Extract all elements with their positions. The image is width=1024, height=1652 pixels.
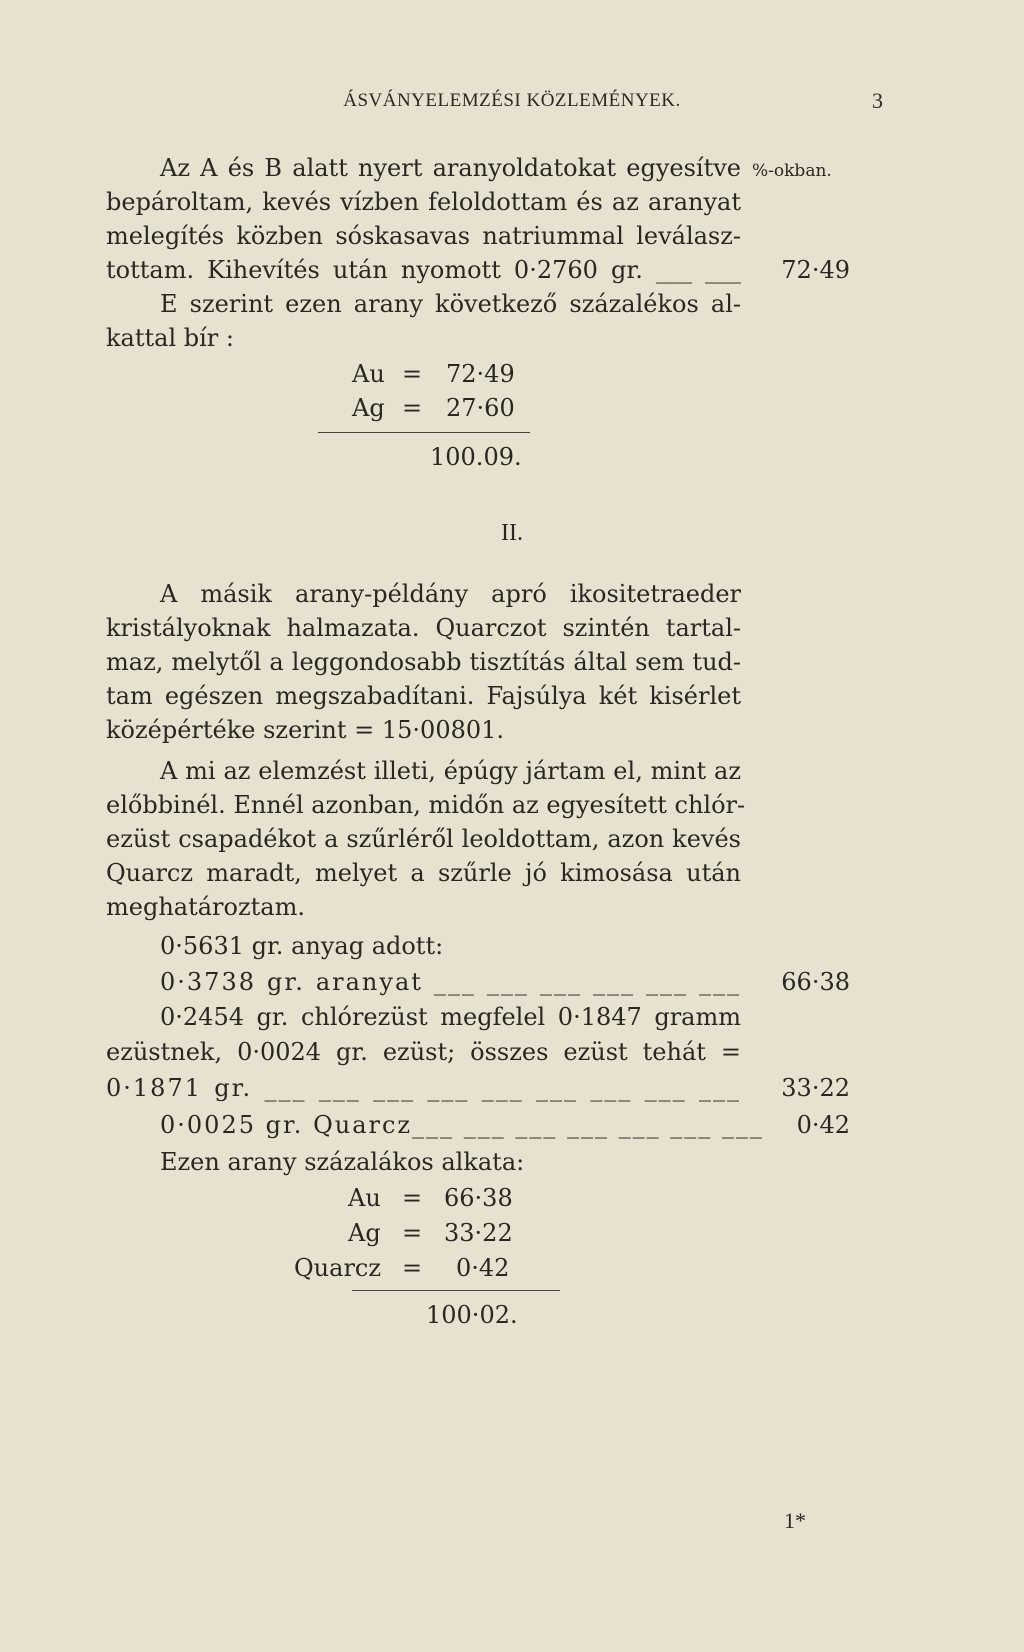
text-line: Az A és B alatt nyert aranyoldatokat egyesítve bbox=[160, 154, 741, 182]
composition-total: 100·02. bbox=[426, 1301, 518, 1329]
result-line: 0·0025 gr. Quarcz___ ___ ___ ___ ___ ___ ___ bbox=[160, 1111, 764, 1139]
section-title: II. bbox=[501, 520, 523, 546]
text-line: ezüst csapadékot a szűrléről leoldottam, azon kevés bbox=[106, 825, 741, 853]
text-line: maz, melytől a leggondosabb tisztítás által sem tud- bbox=[106, 648, 741, 676]
sum-rule bbox=[352, 1290, 560, 1291]
element-value: 72·49 bbox=[446, 360, 515, 388]
running-header: ÁSVÁNYELEMZÉSI KÖZLEMÉNYEK. bbox=[343, 90, 681, 111]
element-value: 33·22 bbox=[444, 1219, 513, 1247]
text-line: E szerint ezen arany következő százalékos al- bbox=[160, 290, 741, 318]
result-line: 0·5631 gr. anyag adott: bbox=[160, 932, 444, 960]
element-symbol: Quarcz bbox=[294, 1254, 381, 1282]
text-line: kattal bír : bbox=[106, 324, 234, 352]
text-line: tottam. Kihevítés után nyomott 0·2760 gr. ___ ___ bbox=[106, 256, 741, 284]
text-line: A mi az elemzést illeti, épúgy jártam el, mint az bbox=[160, 757, 741, 785]
result-line: 0·3738 gr. aranyat ___ ___ ___ ___ ___ ___ bbox=[160, 968, 741, 996]
signature-mark: 1* bbox=[784, 1508, 806, 1533]
text-line: Quarcz maradt, melyet a szűrle jó kimosása után bbox=[106, 859, 741, 887]
result-line: 0·1871 gr. ___ ___ ___ ___ ___ ___ ___ ___ ___ bbox=[106, 1074, 741, 1102]
gold-percent-value: 72·49 bbox=[781, 256, 850, 284]
text-line: középértéke szerint = 15·00801. bbox=[106, 716, 505, 744]
result-line: ezüstnek, 0·0024 gr. ezüst; összes ezüst tehát = bbox=[106, 1038, 741, 1066]
equals-sign: = bbox=[402, 394, 423, 422]
quartz-percent-value: 0·42 bbox=[796, 1111, 850, 1139]
element-value: 66·38 bbox=[444, 1184, 513, 1212]
element-value: 27·60 bbox=[446, 394, 515, 422]
composition-title: Ezen arany százalákos alkata: bbox=[160, 1148, 525, 1176]
equals-sign: = bbox=[402, 1219, 423, 1247]
equals-sign: = bbox=[402, 360, 423, 388]
page-number: 3 bbox=[872, 88, 883, 113]
gold-percent-value: 66·38 bbox=[781, 968, 850, 996]
element-symbol: Au bbox=[352, 360, 385, 388]
silver-percent-value: 33·22 bbox=[781, 1074, 850, 1102]
element-symbol: Ag bbox=[352, 394, 385, 422]
percent-column-header: %-okban. bbox=[752, 161, 832, 181]
result-line: 0·2454 gr. chlórezüst megfelel 0·1847 gramm bbox=[160, 1003, 741, 1031]
text-line: tam egészen megszabadítani. Fajsúlya két kisérlet bbox=[106, 682, 741, 710]
text-line: A másik arany-példány apró ikositetraeder bbox=[160, 580, 741, 608]
text-line: előbbinél. Ennél azonban, midőn az egyesített chlór- bbox=[106, 791, 746, 819]
text-line: melegítés közben sóskasavas natriummal leválasz- bbox=[106, 222, 741, 250]
text-line: meghatároztam. bbox=[106, 893, 305, 921]
element-symbol: Ag bbox=[348, 1219, 381, 1247]
element-value: 0·42 bbox=[456, 1254, 510, 1282]
sum-rule bbox=[318, 432, 530, 433]
text-line: bepároltam, kevés vízben feloldottam és az aranyat bbox=[106, 188, 741, 216]
text-line: kristályoknak halmazata. Quarczot szintén tartal- bbox=[106, 614, 741, 642]
composition-total: 100.09. bbox=[430, 443, 522, 471]
element-symbol: Au bbox=[348, 1184, 381, 1212]
equals-sign: = bbox=[402, 1254, 423, 1282]
equals-sign: = bbox=[402, 1184, 423, 1212]
